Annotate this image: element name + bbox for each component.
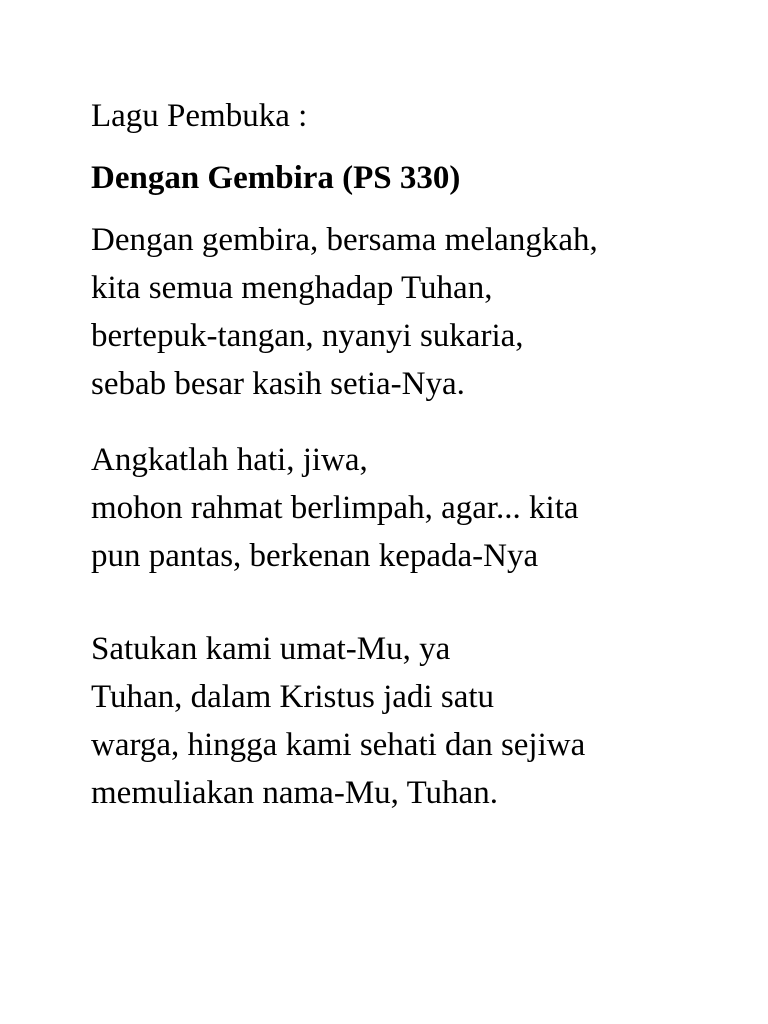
lyric-line: Satukan kami umat-Mu, ya xyxy=(91,631,451,667)
section-label: Lagu Pembuka : xyxy=(91,98,308,134)
lyric-line: pun pantas, berkenan kepada-Nya xyxy=(91,538,539,574)
lyric-line: kita semua menghadap Tuhan, xyxy=(91,270,493,306)
lyric-line: sebab besar kasih setia-Nya. xyxy=(91,366,465,402)
song-title: Dengan Gembira (PS 330) xyxy=(91,160,461,196)
lyric-line: mohon rahmat berlimpah, agar... kita xyxy=(91,490,579,526)
lyric-line: Dengan gembira, bersama melangkah, xyxy=(91,222,598,258)
lyric-line: memuliakan nama-Mu, Tuhan. xyxy=(91,775,498,811)
stanza-3 xyxy=(91,625,585,817)
stanza-2 xyxy=(91,436,579,580)
lyric-line: warga, hingga kami sehati dan sejiwa xyxy=(91,727,586,763)
stanza-1 xyxy=(91,216,598,408)
lyric-line: Tuhan, dalam Kristus jadi satu xyxy=(91,679,495,715)
lyric-line: Angkatlah hati, jiwa, xyxy=(91,442,368,478)
lyric-line: bertepuk-tangan, nyanyi sukaria, xyxy=(91,318,524,354)
